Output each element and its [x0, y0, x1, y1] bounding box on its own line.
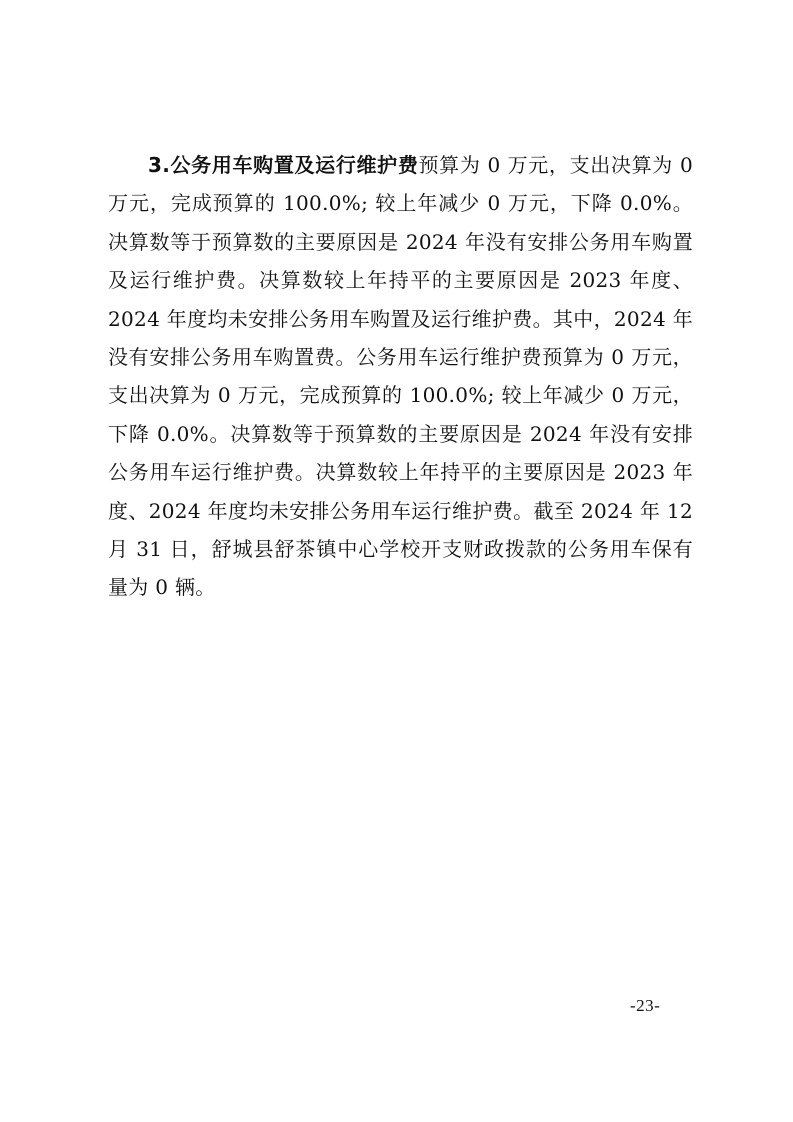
page-number: -23-	[630, 996, 661, 1015]
body-paragraph	[108, 146, 693, 607]
paragraph-text: 预算为 0 万元，支出决算为 0 万元，完成预算的 100.0%; 较上年减少 0 万元，下降 0.0%。决算数等于预算数的主要原因是 2024 年没有安排公务用车购置及运行维护费。决算数较上年持平的主要原因是 2023 年度、2024 年度均未安排公务用车购置及运行维护费。其中，2024 年没有安排公务用车购置费。公务用车运行维护费预算为 0 万元，支出决算为 0 万元，完成预算的 100.0%; 较上年减少 0 万元，下降 0.0%。决算数等于预算数的主要原因是 2024 年没有安排公务用车运行维护费。决算数较上年持平的主要原因是 2023 年度、2024 年度均未安排公务用车运行维护费。截至 2024 年 12 月 31 日，舒城县舒茶镇中心学校开支财政拨款的公务用车保有量为 0 辆。	[108, 153, 693, 600]
section-heading: 3.公务用车购置及运行维护费	[148, 153, 419, 177]
